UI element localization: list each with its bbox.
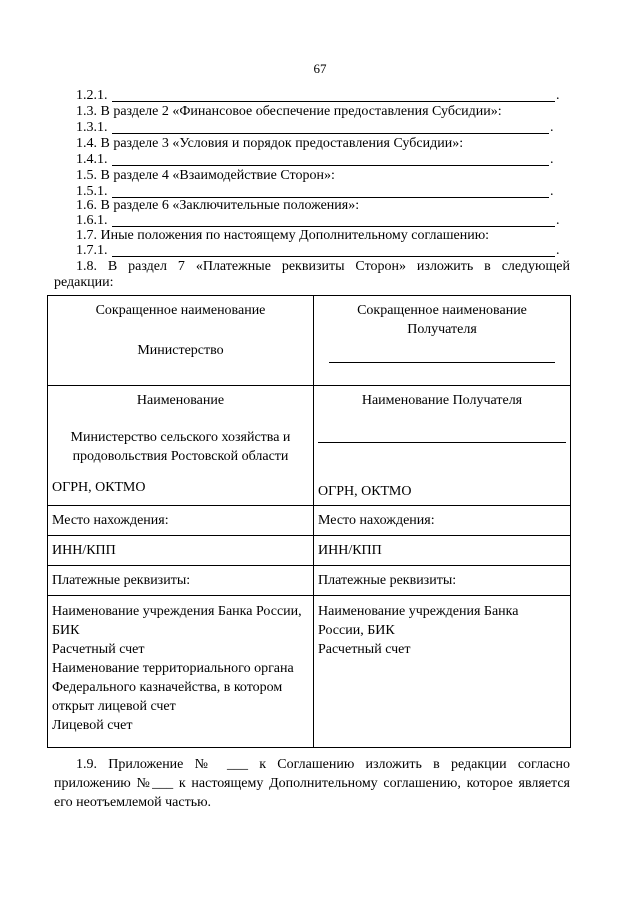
- item-end: .: [550, 152, 554, 167]
- cell-short-name-recipient: [314, 296, 571, 386]
- cell-value: Министерство: [137, 343, 224, 358]
- item-number: 1.7.1.: [76, 243, 108, 258]
- table-row: [48, 596, 571, 748]
- cell-title: Получателя: [407, 322, 477, 337]
- bank-line: Расчетный счет: [52, 642, 145, 657]
- paragraph-1-9: 1.9. Приложение № ___ к Соглашению изложить в редакции согласно приложению №___ к настоящему Дополнительному соглашению, которое является его неотъемлемой частью.: [54, 757, 570, 810]
- payment-label: Платежные реквизиты:: [314, 566, 571, 596]
- cell-bank-recipient: [314, 596, 571, 748]
- blank-line: [329, 362, 555, 363]
- cell-value: продовольствия Ростовской области: [72, 449, 289, 464]
- paragraph-1-8-line1: 1.8. В раздел 7 «Платежные реквизиты Сторон» изложить в следующей: [76, 259, 570, 274]
- blank-line: [112, 133, 549, 134]
- bank-line: открыт лицевой счет: [52, 699, 176, 714]
- bank-line: Наименование учреждения Банка: [318, 604, 519, 619]
- cell-bank-ministry: [48, 596, 314, 748]
- ogrn-label: ОГРН, ОКТМО: [52, 480, 146, 495]
- paragraph-1-8-line2: редакции:: [54, 275, 114, 290]
- requisites-table: [47, 295, 571, 748]
- inn-label: ИНН/КПП: [48, 536, 314, 566]
- cell-name-ministry: [48, 386, 314, 506]
- blank-line: [112, 226, 555, 227]
- cell-short-name-ministry: [48, 296, 314, 386]
- blank-line: [112, 256, 555, 257]
- item-number: 1.3.1.: [76, 120, 108, 135]
- item-end: .: [550, 120, 554, 135]
- item-end: .: [556, 88, 560, 103]
- bank-line: Лицевой счет: [52, 718, 133, 733]
- ogrn-label: ОГРН, ОКТМО: [318, 484, 412, 499]
- bank-line: Наименование учреждения Банка России,: [52, 604, 302, 619]
- item-end: .: [556, 213, 560, 228]
- cell-title: Наименование: [136, 393, 225, 408]
- item-number: 1.6.1.: [76, 213, 108, 228]
- item-1-6: 1.6. В разделе 6 «Заключительные положения»:: [76, 198, 360, 213]
- payment-label: Платежные реквизиты:: [48, 566, 314, 596]
- item-1-7: 1.7. Иные положения по настоящему Дополнительному соглашению:: [76, 228, 490, 243]
- blank-line: [112, 165, 549, 166]
- table-row: [48, 506, 571, 536]
- item-number: 1.4.1.: [76, 152, 108, 167]
- cell-title: Наименование Получателя: [361, 393, 523, 408]
- cell-title: Сокращенное наименование: [357, 303, 527, 318]
- location-label: Место нахождения:: [48, 506, 314, 536]
- item-1-4: 1.4. В разделе 3 «Условия и порядок предоставления Субсидии»:: [76, 136, 464, 151]
- bank-line: БИК: [52, 623, 80, 638]
- blank-line: [112, 101, 555, 102]
- page-number: 67: [313, 61, 327, 76]
- location-label: Место нахождения:: [314, 506, 571, 536]
- item-1-3: 1.3. В разделе 2 «Финансовое обеспечение предоставления Субсидии»:: [76, 104, 502, 119]
- paragraph-1-8: [54, 259, 570, 291]
- bank-line: России, БИК: [318, 623, 395, 638]
- item-end: .: [550, 184, 554, 199]
- table-row: [48, 296, 571, 386]
- table-row: [48, 386, 571, 506]
- item-end: .: [556, 243, 560, 258]
- bank-line: Наименование территориального органа: [52, 661, 294, 676]
- item-number: 1.2.1.: [76, 88, 108, 103]
- cell-value: Министерство сельского хозяйства и: [70, 430, 291, 445]
- item-1-5: 1.5. В разделе 4 «Взаимодействие Сторон»:: [76, 168, 335, 183]
- table-row: [48, 536, 571, 566]
- inn-label: ИНН/КПП: [314, 536, 571, 566]
- bank-line: Расчетный счет: [318, 642, 411, 657]
- item-number: 1.5.1.: [76, 184, 108, 199]
- bank-line: Федерального казначейства, в котором: [52, 680, 283, 695]
- cell-title: Сокращенное наименование: [95, 303, 266, 318]
- cell-name-recipient: [314, 386, 571, 506]
- table-row: [48, 566, 571, 596]
